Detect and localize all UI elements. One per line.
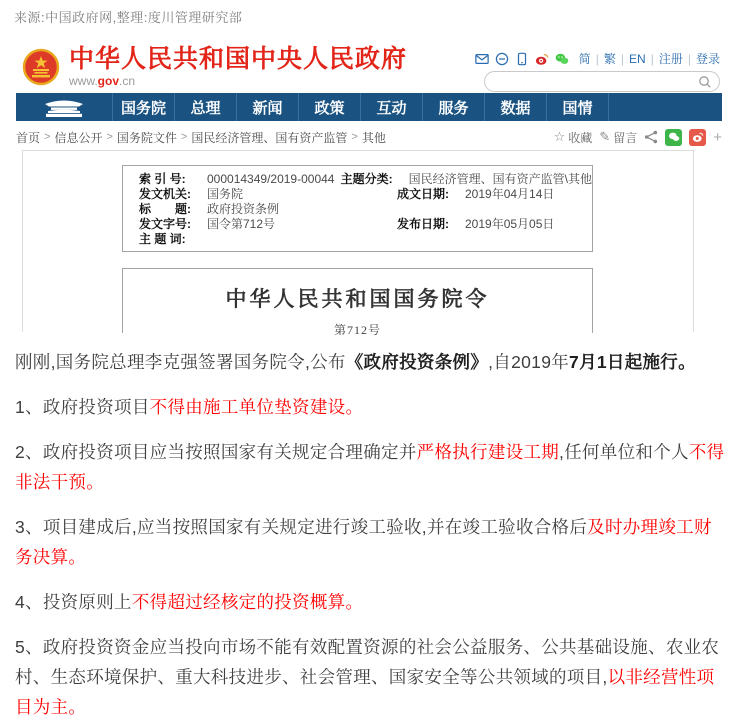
breadcrumb (16, 129, 386, 146)
login-link[interactable]: 登录 (695, 52, 720, 66)
bold-text: 7月1日起施行。 (569, 352, 696, 372)
table-row (139, 172, 592, 187)
document-info-table (122, 165, 593, 252)
weibo-badge-icon (692, 131, 704, 143)
nav-item-zongli[interactable]: 总理 (174, 93, 236, 121)
nav-item-xinwen[interactable]: 新闻 (236, 93, 298, 121)
favorite-label: 收藏 (568, 130, 593, 145)
info-value: 2019年04月14日 (465, 187, 555, 201)
article-paragraph (15, 632, 726, 722)
document-panel (22, 150, 694, 337)
body-text: 2、政府投资项目应当按照国家有关规定合理确定并 (15, 442, 417, 462)
info-label: 标 题: (139, 202, 191, 216)
nav-item-guowuyuan[interactable]: 国务院 (112, 93, 174, 121)
divider: | (620, 51, 625, 66)
national-emblem-icon (22, 48, 60, 86)
breadcrumb-row (16, 127, 722, 147)
info-value: 政府投资条例 (207, 202, 280, 216)
breadcrumb-info-disclosure[interactable]: 信息公开 (54, 130, 103, 145)
topbar (475, 50, 720, 67)
decree-box (122, 268, 593, 337)
body-text: 1、政府投资项目 (15, 397, 150, 417)
nav-item-guoqing[interactable]: 国情 (546, 93, 608, 121)
pencil-icon: ✎ (599, 129, 611, 144)
highlight-red-text: 不得超过经核定的投资概算。 (131, 592, 364, 612)
body-text: ,自2019年 (488, 352, 570, 372)
breadcrumb-other[interactable]: 其他 (361, 130, 386, 145)
info-label: 发文机关: (139, 187, 191, 201)
mail-icon[interactable] (475, 52, 489, 66)
more-share-button[interactable]: + (713, 128, 722, 146)
table-row (139, 217, 592, 232)
table-row (139, 232, 592, 247)
highlight-red-text: 严格执行建设工期 (416, 442, 560, 462)
gov-website-screenshot (14, 36, 724, 337)
wechat-badge-icon (668, 131, 680, 143)
info-label (397, 232, 465, 247)
nav-home-item[interactable] (16, 93, 112, 121)
highlight-red-text: 不得由施工单位垫资建设。 (149, 397, 364, 417)
site-logo[interactable] (22, 46, 407, 88)
favorite-button[interactable] (554, 129, 593, 146)
nav-filler (608, 93, 722, 121)
article (15, 347, 726, 722)
wechat-icon[interactable] (555, 52, 569, 66)
search-icon[interactable] (698, 75, 712, 89)
highlight-red-text: 以非经营性项目为主。 (15, 667, 715, 717)
info-label (397, 202, 465, 217)
share-weibo-button[interactable] (689, 129, 706, 146)
body-text: 4、投资原则上 (15, 592, 132, 612)
article-paragraph (15, 587, 726, 617)
url-suffix: .cn (119, 74, 136, 88)
info-label: 索 引 号: (139, 172, 186, 186)
mobile-icon[interactable] (515, 52, 529, 66)
article-paragraph (15, 437, 726, 497)
highlight-red-text: 不得非法干预。 (15, 442, 725, 492)
tiananmen-icon (42, 98, 86, 117)
body-text: 3、项目建成后,应当按照国家有关规定进行竣工验收,并在竣工验收合格后 (15, 517, 588, 537)
article-source-line: 来源:中国政府网,整理:度川管理研究部 (14, 10, 243, 25)
weibo-icon[interactable] (535, 52, 549, 66)
info-label: 主 题 词: (139, 232, 186, 246)
divider: | (650, 51, 654, 66)
table-row (139, 202, 592, 217)
info-value: 国民经济管理、国有资产监管\其他 (408, 172, 592, 186)
info-label: 发文字号: (139, 217, 191, 231)
decree-title: 中华人民共和国国务院令 (225, 287, 490, 311)
breadcrumb-separator: > (106, 131, 113, 143)
info-value: 国令第712号 (207, 217, 276, 231)
star-icon: ☆ (553, 129, 566, 144)
decree-number: 第712号 (333, 323, 381, 337)
article-paragraph (15, 347, 726, 377)
body-text: 5、政府投资资金应当投向市场不能有效配置资源的社会公益服务、公共基础设施、农业农村、生态环境保护、重大科技进步、社会管理、国家安全等公共领域的项目, (15, 637, 720, 687)
comment-label: 留言 (613, 130, 638, 145)
main-nav (16, 93, 722, 121)
info-value: 000014349/2019-00044 (207, 172, 335, 186)
breadcrumb-separator: > (351, 131, 358, 143)
lang-simplified-link[interactable]: 简 (578, 52, 591, 66)
info-value: 国务院 (207, 187, 244, 201)
share-icon[interactable] (644, 130, 658, 144)
lang-traditional-link[interactable]: 繁 (603, 52, 616, 66)
bold-text: 《政府投资条例》 (345, 352, 489, 372)
info-label: 成文日期: (397, 187, 449, 201)
info-label: 发布日期: (397, 217, 449, 231)
site-title-block (69, 46, 407, 88)
highlight-red-text: 及时办理竣工财务决算。 (15, 517, 712, 567)
circle-dash-icon[interactable] (495, 52, 509, 66)
divider: | (595, 51, 599, 66)
body-text: ,任何单位和个人 (559, 442, 689, 462)
share-wechat-button[interactable] (665, 129, 682, 146)
lang-en-link[interactable]: EN (629, 51, 646, 66)
article-paragraph (15, 512, 726, 572)
comment-button[interactable] (599, 129, 637, 146)
breadcrumb-separator: > (180, 131, 188, 143)
body-text: 刚刚,国务院总理李克强签署国务院令,公布 (15, 352, 346, 372)
register-link[interactable]: 注册 (658, 52, 683, 66)
nav-item-zhengce[interactable]: 政策 (298, 93, 360, 121)
info-label: 主题分类: (340, 172, 393, 186)
page-actions (554, 129, 722, 146)
nav-item-shuju[interactable]: 数据 (484, 93, 546, 121)
url-gov: gov (97, 74, 120, 88)
search-input[interactable] (495, 73, 695, 90)
breadcrumb-state-council-docs[interactable]: 国务院文件 (116, 130, 177, 145)
article-paragraph (15, 392, 726, 422)
breadcrumb-home[interactable]: 首页 (16, 130, 41, 145)
site-title: 中华人民共和国中央人民政府 (69, 45, 408, 73)
divider: | (687, 51, 691, 66)
site-url (69, 74, 407, 88)
nav-item-fuwu[interactable]: 服务 (422, 93, 484, 121)
info-value: 2019年05月05日 (465, 217, 555, 231)
breadcrumb-separator: > (44, 131, 51, 143)
url-prefix: www. (69, 74, 98, 88)
breadcrumb-category[interactable]: 国民经济管理、国有资产监管 (191, 130, 348, 145)
nav-item-hudong[interactable]: 互动 (360, 93, 422, 121)
table-row (139, 187, 592, 202)
topbar-links (579, 50, 720, 67)
search-bar[interactable] (484, 71, 720, 92)
